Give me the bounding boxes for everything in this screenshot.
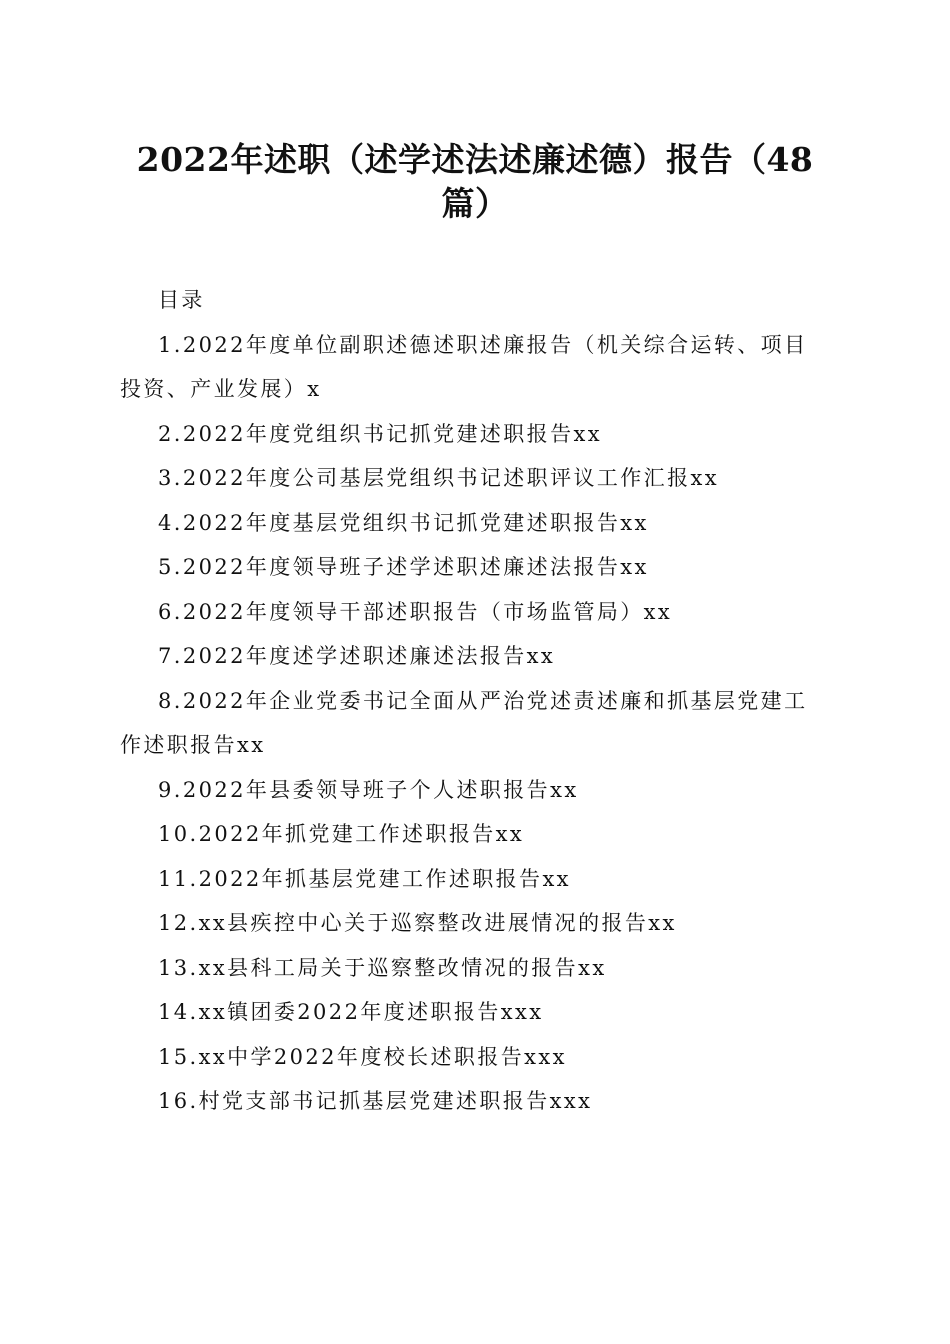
toc-item: 7.2022年度述学述职述廉述法报告xx (158, 644, 556, 668)
toc-item: 5.2022年度领导班子述学述职述廉述法报告xx (158, 555, 649, 579)
toc-item: 12.xx县疾控中心关于巡察整改进展情况的报告xx (158, 911, 677, 935)
toc-item: 2.2022年度党组织书记抓党建述职报告xx (158, 421, 602, 446)
toc-heading: 目录 (158, 288, 205, 312)
toc-item: 1.2022年度单位副职述德述职述廉报告（机关综合运转、项目投资、产业发展）x (120, 332, 808, 401)
table-of-contents (120, 278, 830, 1124)
toc-item: 11.2022年抓基层党建工作述职报告xx (158, 866, 571, 891)
toc-item: 15.xx中学2022年度校长述职报告xxx (158, 1044, 567, 1069)
toc-item: 8.2022年企业党委书记全面从严治党述责述廉和抓基层党建工作述职报告xx (120, 688, 808, 757)
toc-item: 9.2022年县委领导班子个人述职报告xx (158, 777, 579, 802)
toc-item: 3.2022年度公司基层党组织书记述职评议工作汇报xx (158, 466, 719, 490)
toc-item: 16.村党支部书记抓基层党建述职报告xxx (158, 1089, 593, 1113)
page-title: 2022年述职（述学述法述廉述德）报告（48篇） (136, 140, 814, 223)
toc-item: 6.2022年度领导干部述职报告（市场监管局）xx (158, 599, 673, 624)
toc-item: 4.2022年度基层党组织书记抓党建述职报告xx (158, 510, 649, 535)
toc-item: 13.xx县科工局关于巡察整改情况的报告xx (158, 955, 607, 980)
toc-item: 10.2022年抓党建工作述职报告xx (158, 822, 525, 846)
toc-item: 14.xx镇团委2022年度述职报告xxx (158, 1000, 544, 1024)
